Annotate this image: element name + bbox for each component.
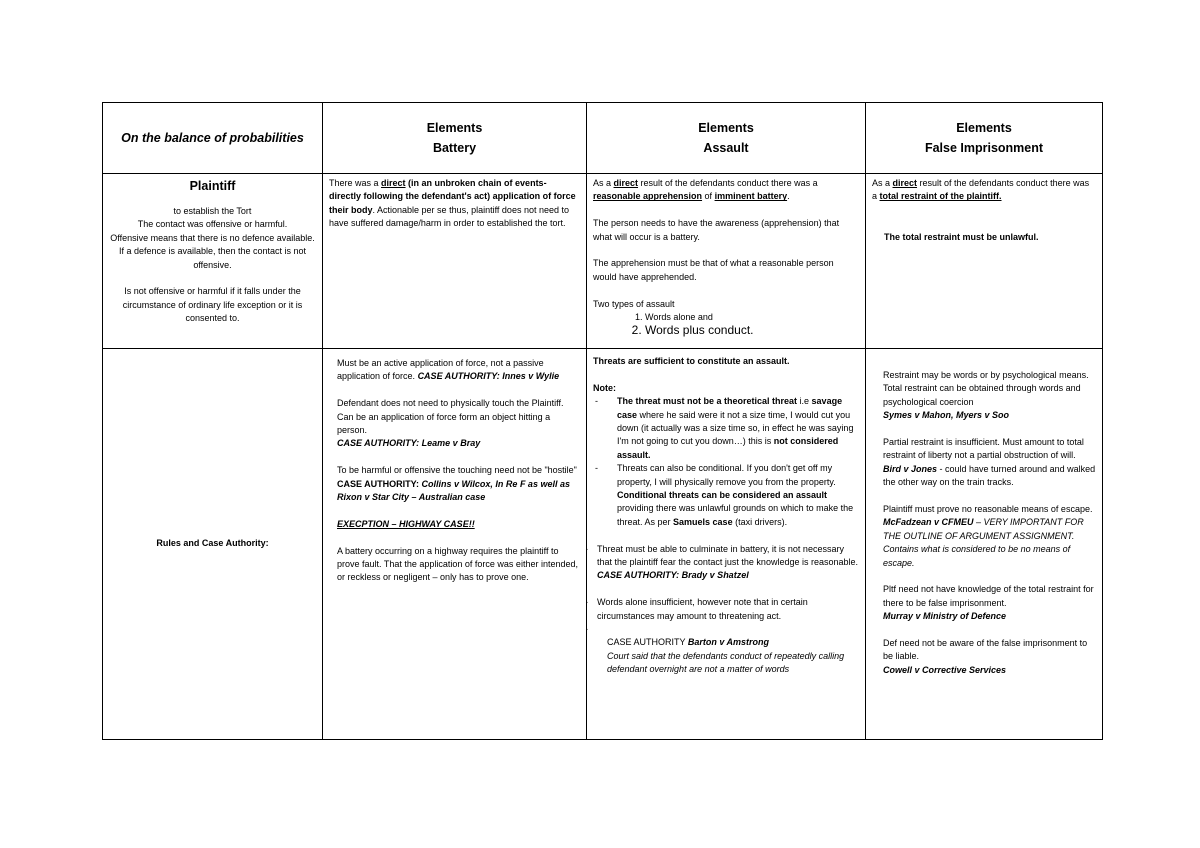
assault-elements-cell: As a direct result of the defendants conduct there was a reasonable apprehension of imminent battery. The person needs to have the awareness (apprehension) that what will occur is a battery. The apprehension must be that of what a reasonable person would have apprehended. Two types of assault 1. Words alone and 2. Words plus conduct. [587,174,866,349]
plaintiff-cell [103,174,323,349]
list-item: - Words alone insufficient, however note that in certain circumstances may amount to threatening act. [587,596,860,623]
plaintiff-line: Is not offensive or harmful if it falls under the circumstance of ordinary life exception or it is consented to. [122,286,303,324]
false-imprisonment-rules-cell: Restraint may be words or by psychological means. Total restraint can be obtained through words and psychological coercion Symes v Mahon, Myers v Soo Partial restraint is insufficient. Must amount to total restraint of liberty not a partial obstruction of will. Bird v Jones - could have turned around and walked the other way on the train tracks. Plaintiff must prove no reasonable means of escape. McFadzean v CFMEU – VERY IMPORTANT FOR THE OUTLINE OF ARGUMENT ASSIGNMENT. Contains what is considered to be no means of escape. Pltf need not have knowledge of the total restraint for there to be false imprisonment. Murray v Ministry of Defence Def need not be aware of the false imprisonment to be liable. Cowell v Corrective Services [866,349,1103,740]
plaintiff-line: to establish the Tort [173,206,252,216]
rules-label-cell [103,349,323,740]
list-item: - The threat must not be a theoretical threat i.e savage case where he said were it not a size time, I would cut you down (it actually was a size time so, in effect he was saying I'm not going to cut you down…) this is not considered assault. [593,395,859,462]
header-assault: Elements Assault [587,103,866,174]
header-false-imprisonment: Elements False Imprisonment [866,103,1103,174]
battery-rules-cell: Must be an active application of force, not a passive application of force. CASE AUTHORITY: Innes v Wylie Defendant does not need to physically touch the Plaintiff. Can be an application of force form an object hitting a person. CASE AUTHORITY: Leame v Bray To be harmful or offensive the touching need not be "hostile" CASE AUTHORITY: Collins v Wilcox, In Re F as well as Rixon v Star City – Australian case EXECPTION – HIGHWAY CASE!! A battery occurring on a highway requires the plaintiff to prove fault. That the application of force was either intended, or reckless or negligent – only has to prove one. [323,349,587,740]
header-balance-of-probabilities: On the balance of probabilities [103,103,323,174]
header-row [103,103,1103,174]
assault-notes-list-3 [587,596,860,636]
rules-row [103,349,1103,740]
list-item: 1. Words alone and [645,311,859,324]
list-item: 2. Words plus conduct. [645,324,859,337]
assault-notes-list-2 [587,543,860,583]
plaintiff-line: Offensive means that there is no defence available. If a defence is available, then the contact is not offensive. [110,232,315,270]
plaintiff-title: Plaintiff [189,179,236,193]
header-battery: Elements Battery [323,103,587,174]
plaintiff-line: The contact was offensive or harmful. [137,219,288,230]
plaintiff-row [103,174,1103,349]
false-imprisonment-elements-cell: As a direct result of the defendants conduct there was a total restraint of the plaintiff. The total restraint must be unlawful. [866,174,1103,349]
assault-rules-cell: Threats are sufficient to constitute an assault. Note: - The threat must not be a theoretical threat i.e savage case where he said were it not a size time, I would cut you down (it actually was a size time so, in effect he was saying I'm not going to cut you down…) this is not considered assault. - Threats can also be conditional. If you don't get off my property, I will physically remove you from the property. Conditional threats can be considered an assault providing there was unlawful grounds on which to make the threat. As per Samuels case (taxi drivers). - Threat must be able to culminate in battery, it is not necessary that the plaintiff fear the contact just the knowledge is reasonable. CASE AUTHORITY: Brady v Shatzel - Words alone insufficient, however note that in certain circumstances may amount to threatening act. - CASE AUTHORITY Barton v Amstrong Court said that the defendants conduct of repeatedly calling defendant overnight are not a matter of words [587,349,866,740]
assault-types-list [593,311,859,338]
battery-elements-cell: There was a direct (in an unbroken chain of events- directly following the defendant's act) application of force their body. Actionable per se thus, plaintiff does not need to have suffered damage/harm in order to established the tort. [323,174,587,349]
list-item: - Threat must be able to culminate in battery, it is not necessary that the plaintiff fear the contact just the knowledge is reasonable. CASE AUTHORITY: Brady v Shatzel [587,543,860,583]
assault-notes-list [593,395,859,529]
elements-table [102,102,1103,740]
list-item [587,623,860,636]
list-item: - Threats can also be conditional. If you don't get off my property, I will physically remove you from the property. Conditional threats can be considered an assault providing there was unlawful grounds on which to make the threat. As per Samuels case (taxi drivers). [593,462,859,529]
rules-label: Rules and Case Authority: [156,538,269,549]
